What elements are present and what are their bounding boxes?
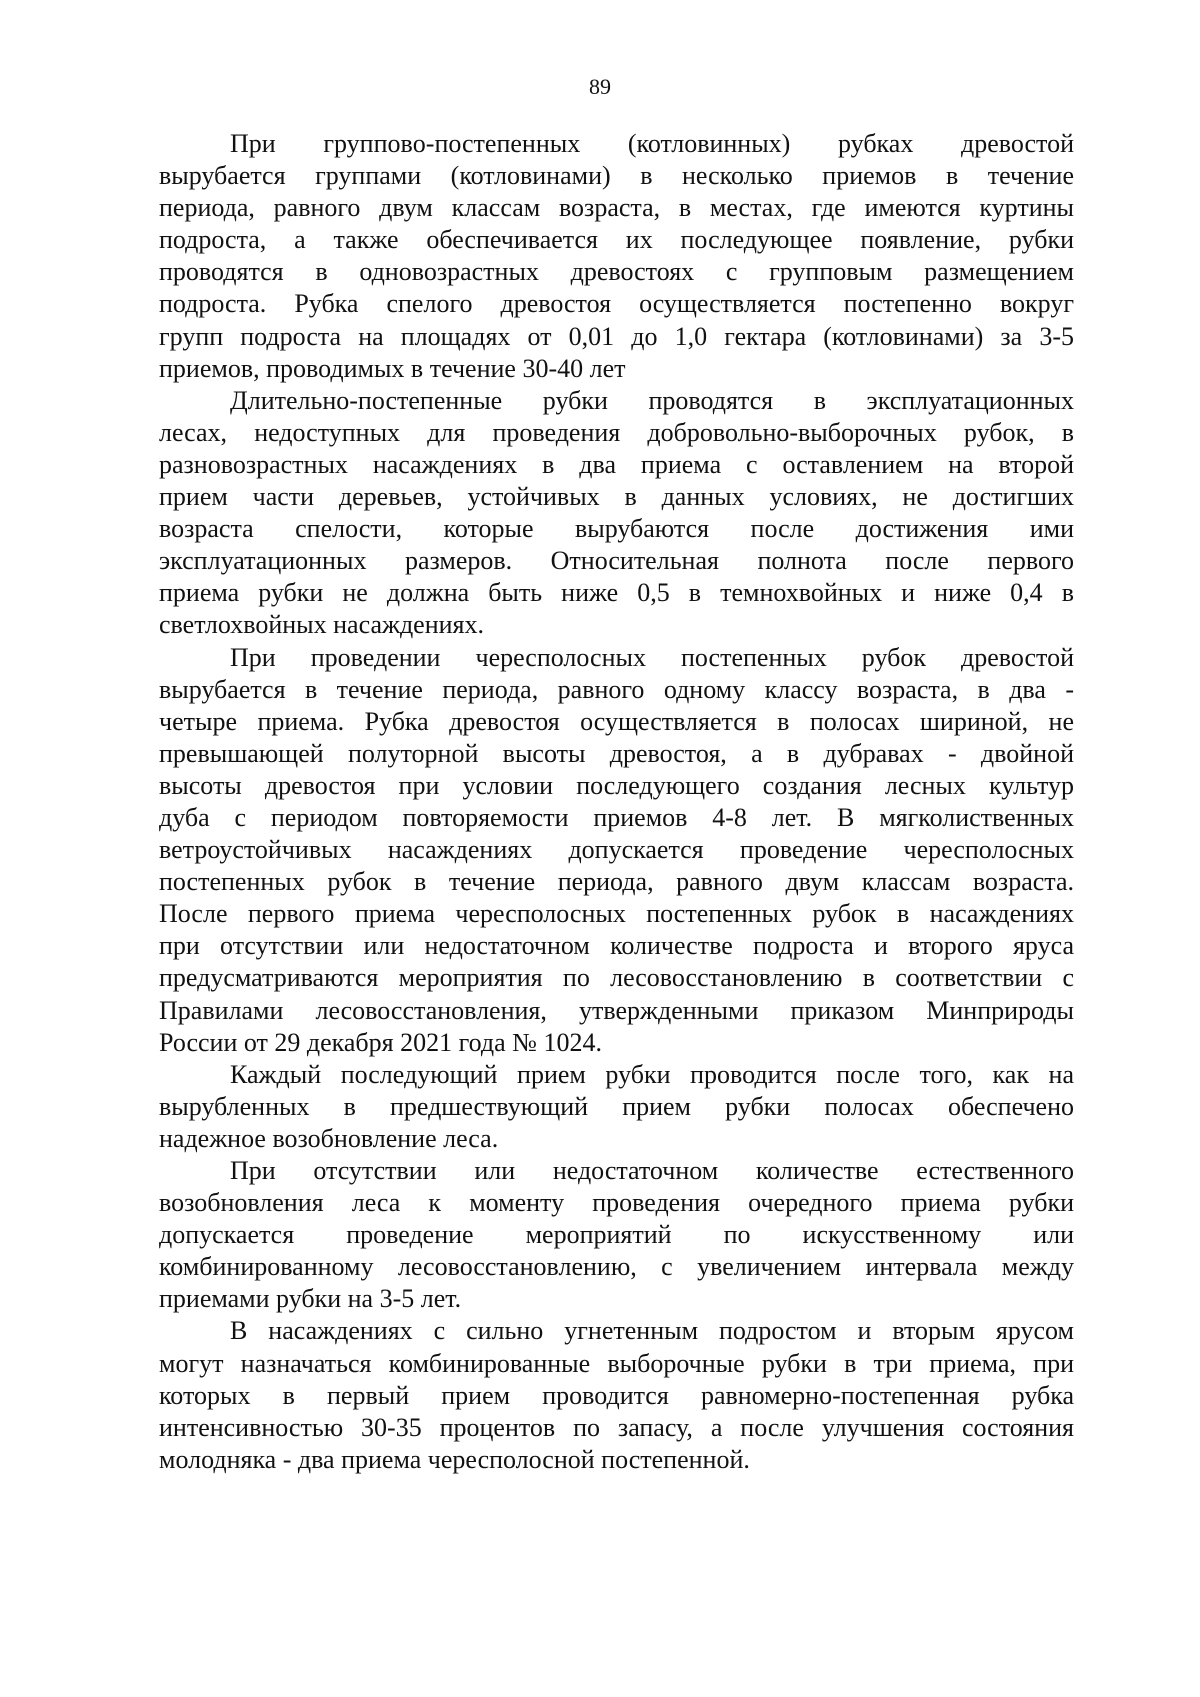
text-line: могут назначаться комбинированные выборочные рубки в три приема, при xyxy=(159,1348,1074,1378)
text-line: четыре приема. Рубка древостоя осуществляется в полосах шириной, не xyxy=(159,706,1074,736)
text-line: приема рубки не должна быть ниже 0,5 в темнохвойных и ниже 0,4 в xyxy=(159,578,1074,608)
paragraph xyxy=(159,1315,1074,1475)
text-line: высоты древостоя при условии последующего создания лесных культур xyxy=(159,770,1074,800)
text-line: возобновления леса к моменту проведения очередного приема рубки xyxy=(159,1188,1074,1218)
text-line: групп подроста на площадях от 0,01 до 1,0 гектара (котловинами) за 3-5 xyxy=(159,321,1074,351)
page-number: 89 xyxy=(589,74,611,99)
text-line: периода, равного двум классам возраста, в местах, где имеются куртины xyxy=(159,193,1074,223)
text-line: разновозрастных насаждениях в два приема с оставлением на второй xyxy=(159,449,1074,479)
text-line: В насаждениях с сильно угнетенным подростом и вторым ярусом xyxy=(230,1316,1074,1346)
paragraph xyxy=(159,642,1074,1059)
text-line: при отсутствии или недостаточном количестве подроста и второго яруса xyxy=(159,931,1074,961)
text-line: Длительно-постепенные рубки проводятся в эксплуатационных xyxy=(230,385,1074,415)
text-line: подроста. Рубка спелого древостоя осуществляется постепенно вокруг xyxy=(159,289,1074,319)
text-line: вырубается в течение периода, равного одному классу возраста, в два - xyxy=(159,674,1074,704)
text-line: дуба с периодом повторяемости приемов 4-8 лет. В мягколиственных xyxy=(159,802,1074,832)
text-line: надежное возобновление леса. xyxy=(159,1123,499,1153)
text-line: допускается проведение мероприятий по искусственному или xyxy=(159,1220,1074,1250)
text-line: ветроустойчивых насаждениях допускается проведение чересполосных xyxy=(159,835,1074,865)
text-line: интенсивностью 30-35 процентов по запасу, а после улучшения состояния xyxy=(159,1412,1074,1442)
text-line: постепенных рубок в течение периода, равного двум классам возраста. xyxy=(159,867,1074,897)
paragraph xyxy=(159,1059,1074,1155)
text-line: подроста, а также обеспечивается их последующее появление, рубки xyxy=(159,225,1074,255)
text-line: Каждый последующий прием рубки проводится после того, как на xyxy=(230,1059,1074,1089)
paragraph xyxy=(159,385,1074,642)
text-line: При групповo-постепенных (котловинных) рубках древостой xyxy=(230,129,1074,158)
text-line: приемами рубки на 3-5 лет. xyxy=(159,1284,462,1314)
text-line: превышающей полуторной высоты древостоя, а в дубравах - двойной xyxy=(159,738,1074,768)
text-line: При отсутствии или недостаточном количестве естественного xyxy=(230,1156,1074,1185)
text-line: светлохвойных насаждениях. xyxy=(159,610,485,640)
text-line: которых в первый прием проводится равномерно-постепенная рубка xyxy=(159,1380,1074,1410)
text-line: молодняка - два приема чересполосной постепенной. xyxy=(159,1444,750,1474)
text-line: лесах, недоступных для проведения добровольно-выборочных рубок, в xyxy=(159,417,1074,447)
text-line: прием части деревьев, устойчивых в данных условиях, не достигших xyxy=(159,482,1074,512)
text-line: После первого приема чересполосных постепенных рубок в насаждениях xyxy=(159,899,1074,929)
text-line: вырубленных в предшествующий прием рубки полосах обеспечено xyxy=(159,1091,1074,1121)
paragraph xyxy=(159,1155,1074,1315)
text-line: России от 29 декабря 2021 года № 1024. xyxy=(159,1027,602,1057)
paragraph xyxy=(159,128,1074,385)
document-body xyxy=(159,128,1074,1476)
text-line: предусматриваются мероприятия по лесовосстановлению в соответствии с xyxy=(159,963,1074,993)
text-line: Правилами лесовосстановления, утвержденными приказом Минприроды xyxy=(159,995,1074,1025)
text-line: проводятся в одновозрастных древостоях с групповым размещением xyxy=(159,257,1074,287)
text-line: вырубается группами (котловинами) в несколько приемов в течение xyxy=(159,161,1074,191)
text-line: комбинированному лесовосстановлению, с увеличением интервала между xyxy=(159,1252,1074,1282)
text-line: возраста спелости, которые вырубаются после достижения ими xyxy=(159,514,1074,544)
text-line: приемов, проводимых в течение 30-40 лет xyxy=(159,353,626,383)
text-line: эксплуатационных размеров. Относительная полнота после первого xyxy=(159,546,1074,576)
text-line: При проведении чересполосных постепенных рубок древостой xyxy=(230,642,1074,672)
